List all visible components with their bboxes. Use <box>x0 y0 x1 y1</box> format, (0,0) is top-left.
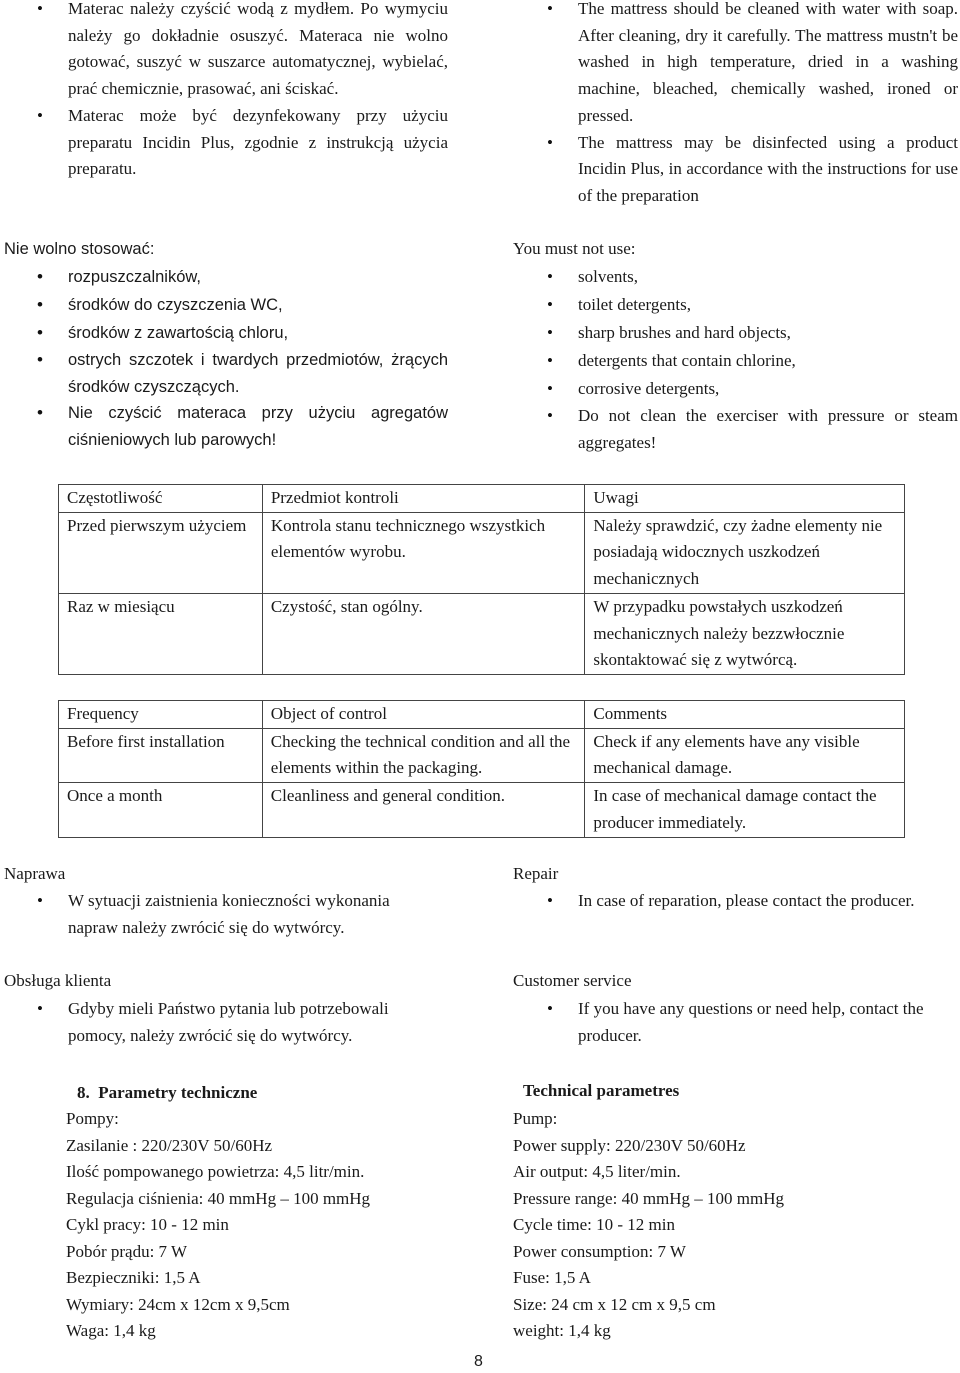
table-header: Object of control <box>262 701 585 729</box>
table-header: Przedmiot kontroli <box>262 485 585 513</box>
param-line: Cykl pracy: 10 - 12 min <box>66 1215 229 1234</box>
en-maintenance-table <box>58 700 905 838</box>
en-repair-heading: Repair <box>513 864 559 883</box>
list-item: • The mattress may be disinfected using a product Incidin Plus, in accordance with the instructions for use of the preparation <box>578 130 958 210</box>
page-number: 8 <box>474 1353 483 1370</box>
table-row <box>59 512 905 593</box>
list-item: • ostrych szczotek i twardych przedmiotów, żrących środków czyszczących. <box>68 347 448 400</box>
list-item: • toilet detergents, <box>578 291 958 319</box>
param-line: Fuse: 1,5 A <box>513 1268 591 1287</box>
param-line: Bezpieczniki: 1,5 A <box>66 1268 201 1287</box>
pl-cleaning-list <box>68 0 448 183</box>
table-row <box>59 783 905 837</box>
pl-params-list <box>66 1106 370 1345</box>
table-cell: Once a month <box>59 783 263 837</box>
table-header-row <box>59 485 905 513</box>
table-cell: Check if any elements have any visible mechanical damage. <box>585 728 905 782</box>
list-item: • Materac należy czyścić wodą z mydłem. Po wymyciu należy go dokładnie osuszyć. Materaca nie wolno gotować, suszyć w suszarce automatycznej, wybielać, prać chemicznie, prasować, ani ściskać. <box>68 0 448 103</box>
list-item: • sharp brushes and hard objects, <box>578 319 958 347</box>
en-service-heading: Customer service <box>513 971 632 990</box>
list-item: • Nie czyścić materaca przy użyciu agregatów ciśnieniowych lub parowych! <box>68 400 448 453</box>
table-cell: Raz w miesiącu <box>59 593 263 674</box>
list-item: • środków do czyszczenia WC, <box>68 291 448 319</box>
list-item: • solvents, <box>578 263 958 291</box>
list-item: • If you have any questions or need help, contact the producer. <box>578 996 958 1049</box>
table-header: Uwagi <box>585 485 905 513</box>
param-line: Pump: <box>513 1109 558 1128</box>
pl-maintenance-table <box>58 484 905 675</box>
pl-repair-heading: Naprawa <box>4 864 66 883</box>
param-line: Wymiary: 24cm x 12cm x 9,5cm <box>66 1294 290 1314</box>
list-item: • corrosive detergents, <box>578 375 958 403</box>
en-not-use-list <box>578 263 958 456</box>
table-cell: Cleanliness and general condition. <box>262 783 585 837</box>
table-row <box>59 593 905 674</box>
param-line: Cycle time: 10 - 12 min <box>513 1215 675 1234</box>
param-line: Zasilanie : 220/230V 50/60Hz <box>66 1135 273 1155</box>
table-header: Częstotliwość <box>59 485 263 513</box>
table-cell: Przed pierwszym użyciem <box>59 512 263 593</box>
list-item: • Materac może być dezynfekowany przy użyciu preparatu Incidin Plus, zgodnie z instrukcją użycia preparatu. <box>68 103 448 183</box>
table-cell: In case of mechanical damage contact the producer immediately. <box>585 783 905 837</box>
list-item: • Gdyby mieli Państwo pytania lub potrzebowali pomocy, należy zwrócić się do wytwórcy. <box>68 996 448 1049</box>
list-item: • Do not clean the exerciser with pressure or steam aggregates! <box>578 403 958 456</box>
pl-service-list <box>68 996 448 1049</box>
param-line: Pompy: <box>66 1109 119 1128</box>
param-line: Waga: 1,4 kg <box>66 1321 156 1340</box>
en-service-list <box>578 996 958 1049</box>
param-line: weight: 1,4 kg <box>513 1321 611 1340</box>
list-item: • W sytuacji zaistnienia konieczności wykonania napraw należy zwrócić się do wytwórcy. <box>68 888 413 941</box>
table-header-row <box>59 701 905 729</box>
table-cell: Czystość, stan ogólny. <box>262 593 585 674</box>
list-item: • In case of reparation, please contact the producer. <box>578 888 958 915</box>
param-line: Pressure range: 40 mmHg – 100 mmHg <box>513 1188 785 1208</box>
table-cell: Checking the technical condition and all the elements within the packaging. <box>262 728 585 782</box>
table-header: Frequency <box>59 701 263 729</box>
pl-repair-list <box>68 888 413 941</box>
param-line: Size: 24 cm x 12 cm x 9,5 cm <box>513 1294 716 1314</box>
en-cleaning-list <box>578 0 958 210</box>
pl-params-heading <box>77 1080 257 1106</box>
table-cell: Kontrola stanu technicznego wszystkich elementów wyrobu. <box>262 512 585 593</box>
param-line: Regulacja ciśnienia: 40 mmHg – 100 mmHg <box>66 1188 371 1208</box>
pl-not-use-list <box>68 263 448 453</box>
list-item: • The mattress should be cleaned with water with soap. After cleaning, dry it carefully. The mattress mustn't be washed in high temperature, dried in a washing machine, bleached, chemically washed, ironed or pressed. <box>578 0 958 130</box>
pl-not-use-heading: Nie wolno stosować: <box>4 240 155 258</box>
param-line: Power supply: 220/230V 50/60Hz <box>513 1135 746 1155</box>
en-not-use-heading: You must not use: <box>513 239 636 258</box>
param-line: Ilość pompowanego powietrza: 4,5 litr/min. <box>66 1162 365 1181</box>
pl-service-heading: Obsługa klienta <box>4 971 112 990</box>
list-item: • środków z zawartością chloru, <box>68 319 448 347</box>
list-item: • rozpuszczalników, <box>68 263 448 291</box>
table-cell: Należy sprawdzić, czy żadne elementy nie posiadają widocznych uszkodzeń mechanicznych <box>585 512 905 593</box>
en-params-list <box>513 1106 784 1345</box>
param-line: Pobór prądu: 7 W <box>66 1241 188 1261</box>
table-row <box>59 728 905 782</box>
en-repair-list <box>578 888 958 915</box>
table-cell: W przypadku powstałych uszkodzeń mechanicznych należy bezzwłocznie skontaktować się z wytwórcą. <box>585 593 905 674</box>
param-line: Power consumption: 7 W <box>513 1241 686 1261</box>
en-params-heading: Technical parametres <box>523 1081 680 1100</box>
list-item: • detergents that contain chlorine, <box>578 347 958 375</box>
table-header: Comments <box>585 701 905 729</box>
table-cell: Before first installation <box>59 728 263 782</box>
section-title: Parametry techniczne <box>98 1083 258 1102</box>
param-line: Air output: 4,5 liter/min. <box>513 1162 681 1181</box>
section-number: 8. <box>77 1083 90 1102</box>
